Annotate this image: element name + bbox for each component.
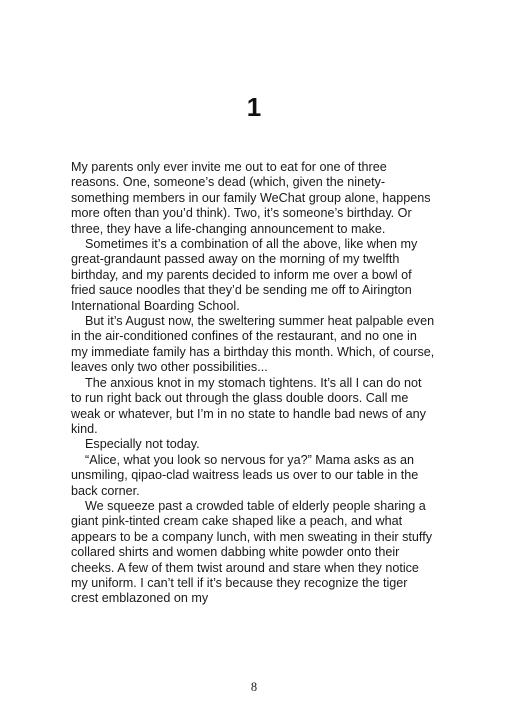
paragraph: Especially not today.	[85, 437, 200, 452]
paragraph: Sometimes it’s a combination of all the above, like when my great-grandaunt passed away on the morning of my twelfth birthday, and my parents decided to inform me over a bowl of fried sauce noodles that they’d be sending me off to Airington International Boarding School.	[71, 237, 418, 313]
paragraph: My parents only ever invite me out to eat for one of three reasons. One, someone’s dead (which, given the ninety-something members in our family WeChat group alone, happens more often than you’d think). Two, it’s someone’s birthday. Or three, they have a life-changing announcement to make.	[71, 160, 431, 236]
paragraph: But it’s August now, the sweltering summer heat palpable even in the air-conditioned confines of the restaurant, and no one in my immediate family has a birthday this month. Which, of course, leaves only two other possibilities...	[71, 314, 435, 375]
chapter-body	[71, 160, 435, 607]
chapter-number: 1	[246, 92, 262, 122]
paragraph: The anxious knot in my stomach tightens. It’s all I can do not to run right back out through the glass double doors. Call me weak or whatever, but I’m in no state to handle bad news of any kind.	[71, 375, 426, 436]
page-number: 8	[250, 680, 258, 694]
paragraph: “Alice, what you look so nervous for ya?” Mama asks as an unsmiling, qipao-clad waitress leads us over to our table in the back corner.	[71, 452, 419, 498]
paragraph: We squeeze past a crowded table of elderly people sharing a giant pink-tinted cream cake shaped like a peach, and what appears to be a company lunch, with men sweating in their stuffy collared shirts and women dabbing white powder onto their cheeks. A few of them twist around and stare when they notice my uniform. I can’t tell if it’s because they recognize the tiger crest emblazoned on my	[71, 498, 432, 606]
